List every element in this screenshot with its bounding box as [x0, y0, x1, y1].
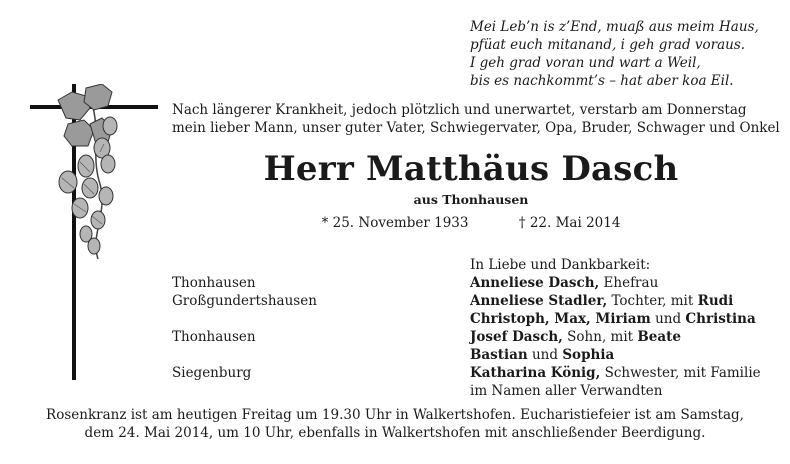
- mourner-line: [470, 382, 770, 400]
- greeting: In Liebe und Dankbarkeit:: [470, 257, 651, 273]
- death-date: † 22. Mai 2014: [518, 215, 621, 231]
- mourner-name: Bastian: [470, 347, 528, 363]
- announcement-line: mein lieber Mann, unser guter Vater, Schwiegervater, Opa, Bruder, Schwager und Onkel: [172, 120, 780, 136]
- mourner-line: [470, 364, 770, 382]
- birth-date: * 25. November 1933: [321, 215, 469, 231]
- mourner-relation: und: [527, 347, 563, 363]
- cross-with-hops-icon: [28, 84, 158, 384]
- mourner-name: Beate: [637, 329, 681, 345]
- mourner-relation: Tochter, mit: [607, 293, 698, 309]
- life-dates: [172, 214, 770, 232]
- mourner-name: Rudi: [697, 293, 734, 309]
- mourner-name: Christina: [685, 311, 756, 327]
- announcement-text: [172, 101, 780, 137]
- deceased-origin: aus Thonhausen: [413, 192, 529, 207]
- announcement-line: Nach längerer Krankheit, jedoch plötzlich und unerwartet, verstarb am Donnerstag: [172, 102, 747, 118]
- mourner-name: Anneliese Stadler,: [470, 293, 608, 309]
- mourner-name: Anneliese Dasch,: [470, 275, 600, 291]
- mourner-line: [470, 310, 770, 328]
- poem-line: bis es nachkommt’s – hat aber koa Eil.: [470, 73, 734, 89]
- mourner-line: [470, 328, 770, 346]
- mourner-relation: Schwester, mit Familie: [600, 365, 761, 381]
- mourner-name: Sophia: [562, 347, 615, 363]
- mourner-relation: und: [650, 311, 686, 327]
- service-info-line: Rosenkranz ist am heutigen Freitag um 19.30 Uhr in Walkertshofen. Eucharistiefeier ist am Samstag,: [46, 407, 744, 423]
- mourner-line: [470, 346, 770, 364]
- mourner-line: [470, 274, 770, 292]
- service-info-line: dem 24. Mai 2014, um 10 Uhr, ebenfalls in Walkertshofen mit anschließender Beerdigung.: [84, 425, 706, 441]
- mourner-name: Christoph, Max, Miriam: [470, 311, 651, 327]
- mourner-place: Thonhausen: [172, 329, 256, 345]
- poem-line: Mei Leb’n is z’End, muaß aus meim Haus,: [470, 19, 759, 35]
- poem-line: I geh grad voran und wart a Weil,: [470, 55, 701, 71]
- mourner-names: [470, 292, 770, 328]
- mourner-relation: Ehefrau: [599, 275, 659, 291]
- mourner-line: [470, 292, 770, 310]
- mourner-names: [470, 364, 770, 400]
- mourner-names: [470, 328, 770, 364]
- mourner-place: Siegenburg: [172, 365, 252, 381]
- mourner-place: Großgundertshausen: [172, 293, 317, 309]
- service-info: [20, 406, 770, 442]
- mourner-relation: im Namen aller Verwandten: [470, 383, 663, 399]
- mourner-place: Thonhausen: [172, 275, 256, 291]
- mourner-name: Josef Dasch,: [470, 329, 563, 345]
- poem-line: pfüat euch mitanand, i geh grad voraus.: [470, 37, 746, 53]
- deceased-name: Herr Matthäus Dasch: [263, 149, 679, 189]
- mourner-name: Katharina König,: [470, 365, 601, 381]
- mourner-names: [470, 274, 770, 292]
- mourner-relation: Sohn, mit: [562, 329, 638, 345]
- poem: [470, 18, 780, 90]
